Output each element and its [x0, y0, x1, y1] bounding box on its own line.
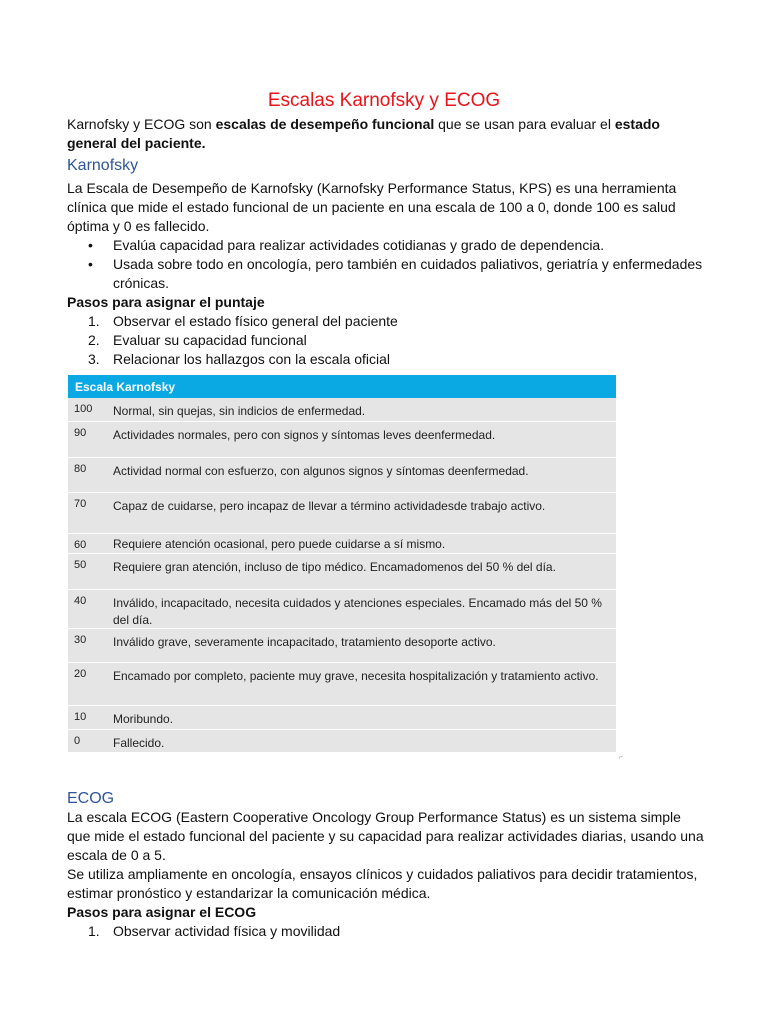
description-cell: Moribundo. [113, 712, 174, 726]
page-title: Escalas Karnofsky y ECOG [267, 90, 501, 111]
list-item [88, 350, 390, 369]
ecog-usage: Se utiliza ampliamente en oncología, ensayos clínicos y cuidados paliativos para decidir tratamientos, estimar pronóstico y estandarizar la comunicación médica. [67, 866, 698, 901]
score-cell: 50 [74, 559, 87, 571]
table-row [68, 663, 616, 706]
intro-bold-1: escalas de desempeño funcional [215, 116, 435, 132]
step-text: Observar el estado físico general del paciente [113, 313, 398, 329]
intro-text-1: Karnofsky y ECOG son [67, 116, 216, 132]
score-cell: 20 [74, 668, 87, 680]
list-item [88, 331, 307, 350]
bullet-text: Evalúa capacidad para realizar actividades cotidianas y grado de dependencia. [113, 237, 605, 253]
ecog-heading: ECOG [67, 790, 115, 807]
table-corner-mark: ⌐ [619, 754, 624, 761]
intro-paragraph [67, 115, 707, 153]
karnofsky-heading: Karnofsky [67, 157, 139, 174]
table-row [68, 534, 616, 554]
score-cell: 60 [74, 539, 87, 551]
step-number: 2. [88, 332, 100, 348]
description-cell: Capaz de cuidarse, pero incapaz de llevar a término actividadesde trabajo activo. [113, 499, 546, 513]
step-number: 1. [88, 313, 100, 329]
table-row [68, 706, 616, 730]
ecog-steps-title: Pasos para asignar el ECOG [67, 904, 257, 920]
karnofsky-description: La Escala de Desempeño de Karnofsky (Karnofsky Performance Status, KPS) es una herramienta clínica que mide el estado funcional de un paciente en una escala de 100 a 0, donde 100 es salud óptima y 0 es fallecido. [67, 180, 677, 234]
description-cell: Actividad normal con esfuerzo, con algunos signos y síntomas deenfermedad. [113, 464, 529, 478]
ecog-description: La escala ECOG (Eastern Cooperative Oncology Group Performance Status) es un sistema simple que mide el estado funcional del paciente y su capacidad para realizar actividades diarias, usando una escala de 0 a 5. [67, 809, 704, 863]
step-text: Relacionar los hallazgos con la escala oficial [113, 351, 391, 367]
description-cell: Requiere gran atención, incluso de tipo médico. Encamadomenos del 50 % del día. [113, 560, 556, 574]
bullet-icon: • [88, 237, 93, 253]
score-cell: 0 [74, 735, 81, 747]
description-cell: Fallecido. [113, 736, 165, 750]
description-cell: Inválido grave, severamente incapacitado, tratamiento desoporte activo. [113, 635, 496, 649]
table-row [68, 629, 616, 663]
table-header-label: Escala Karnofsky [75, 380, 176, 394]
list-item [88, 312, 398, 331]
table-row [68, 493, 616, 534]
score-cell: 80 [74, 463, 87, 475]
table-row [68, 422, 616, 458]
description-cell: Requiere atención ocasional, pero puede cuidarse a sí mismo. [113, 537, 446, 551]
bullet-icon: • [88, 256, 93, 272]
table-row [68, 730, 616, 753]
step-text: Evaluar su capacidad funcional [113, 332, 307, 348]
bullet-text: Usada sobre todo en oncología, pero también en cuidados paliativos, geriatría y enfermedades crónicas. [113, 256, 703, 291]
score-cell: 100 [74, 403, 93, 415]
table-header [68, 375, 616, 398]
step-number: 3. [88, 351, 100, 367]
table-row [68, 554, 616, 590]
intro-bold-2: estado general del paciente. [67, 116, 660, 151]
table-row [68, 458, 616, 493]
table-row [68, 590, 616, 629]
description-cell: Normal, sin quejas, sin indicios de enfermedad. [113, 404, 366, 418]
list-item [88, 922, 340, 941]
intro-text-2: que se usan para evaluar el [434, 116, 615, 132]
description-cell: Actividades normales, pero con signos y síntomas leves deenfermedad. [113, 428, 496, 442]
score-cell: 10 [74, 711, 87, 723]
description-cell: Encamado por completo, paciente muy grave, necesita hospitalización y tratamiento activo. [113, 669, 599, 683]
karnofsky-steps-title: Pasos para asignar el puntaje [67, 294, 265, 310]
score-cell: 30 [74, 634, 87, 646]
score-cell: 40 [74, 595, 87, 607]
score-cell: 90 [74, 427, 87, 439]
step-number: 1. [88, 923, 100, 939]
table-row [68, 398, 616, 422]
step-text: Observar actividad física y movilidad [113, 923, 341, 939]
score-cell: 70 [74, 498, 87, 510]
description-cell: Inválido, incapacitado, necesita cuidados y atenciones especiales. Encamado más del 50 % del día. [113, 596, 602, 627]
